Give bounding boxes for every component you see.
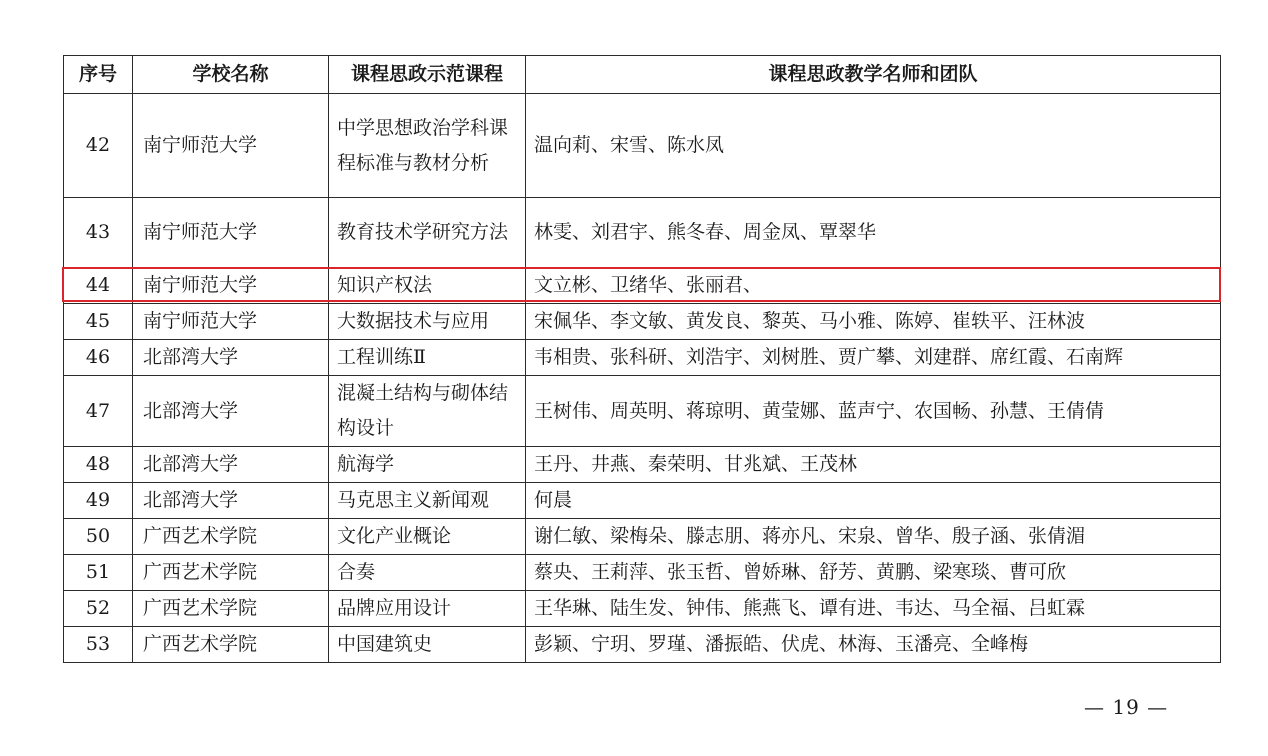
cell-course: 合奏 (329, 555, 526, 591)
cell-course: 教育技术学研究方法 (329, 198, 526, 268)
course-table (63, 55, 1221, 663)
cell-team: 林雯、刘君宇、熊冬春、周金凤、覃翠华 (526, 198, 1221, 268)
cell-team: 文立彬、卫绪华、张丽君、 (526, 268, 1221, 304)
table-row (64, 340, 1221, 376)
cell-course: 混凝土结构与砌体结构设计 (329, 376, 526, 447)
cell-school: 广西艺术学院 (133, 519, 329, 555)
cell-team: 宋佩华、李文敏、黄发良、黎英、马小雅、陈婷、崔轶平、汪林波 (526, 304, 1221, 340)
document-table-container (63, 55, 1220, 663)
cell-school: 广西艺术学院 (133, 591, 329, 627)
table-row (64, 627, 1221, 663)
cell-team: 王丹、井燕、秦荣明、甘兆斌、王茂林 (526, 447, 1221, 483)
cell-team: 温向莉、宋雪、陈水凤 (526, 94, 1221, 198)
page-number: — 19 — (1084, 695, 1169, 719)
cell-school: 北部湾大学 (133, 340, 329, 376)
cell-no: 50 (64, 519, 133, 555)
header-team: 课程思政教学名师和团队 (526, 56, 1221, 94)
cell-school: 南宁师范大学 (133, 198, 329, 268)
cell-school: 广西艺术学院 (133, 627, 329, 663)
cell-no: 48 (64, 447, 133, 483)
cell-school: 广西艺术学院 (133, 555, 329, 591)
cell-team: 王华琳、陆生发、钟伟、熊燕飞、谭有进、韦达、马全福、吕虹霖 (526, 591, 1221, 627)
cell-no: 53 (64, 627, 133, 663)
cell-team: 蔡央、王莉萍、张玉哲、曾娇琳、舒芳、黄鹏、梁寒琰、曹可欣 (526, 555, 1221, 591)
cell-course: 知识产权法 (329, 268, 526, 304)
cell-school: 南宁师范大学 (133, 268, 329, 304)
cell-no: 49 (64, 483, 133, 519)
table-row (64, 198, 1221, 268)
cell-no: 42 (64, 94, 133, 198)
cell-school: 北部湾大学 (133, 483, 329, 519)
cell-course: 文化产业概论 (329, 519, 526, 555)
cell-course: 品牌应用设计 (329, 591, 526, 627)
header-no: 序号 (64, 56, 133, 94)
cell-school: 北部湾大学 (133, 376, 329, 447)
cell-no: 43 (64, 198, 133, 268)
table-row (64, 304, 1221, 340)
table-header-row (64, 56, 1221, 94)
table-row (64, 591, 1221, 627)
cell-course: 中国建筑史 (329, 627, 526, 663)
cell-course: 中学思想政治学科课程标准与教材分析 (329, 94, 526, 198)
table-row (64, 519, 1221, 555)
cell-no: 52 (64, 591, 133, 627)
cell-course: 航海学 (329, 447, 526, 483)
table-row (64, 555, 1221, 591)
cell-school: 南宁师范大学 (133, 304, 329, 340)
header-school: 学校名称 (133, 56, 329, 94)
header-course: 课程思政示范课程 (329, 56, 526, 94)
table-row-highlighted (64, 268, 1221, 304)
cell-team: 韦相贵、张科研、刘浩宇、刘树胜、贾广攀、刘建群、席红霞、石南辉 (526, 340, 1221, 376)
cell-course: 工程训练Ⅱ (329, 340, 526, 376)
table-row (64, 483, 1221, 519)
cell-team: 彭颖、宁玥、罗瑾、潘振皓、伏虎、林海、玉潘亮、全峰梅 (526, 627, 1221, 663)
cell-team: 王树伟、周英明、蒋琼明、黄莹娜、蓝声宁、农国畅、孙慧、王倩倩 (526, 376, 1221, 447)
cell-course: 马克思主义新闻观 (329, 483, 526, 519)
cell-no: 45 (64, 304, 133, 340)
cell-no: 47 (64, 376, 133, 447)
cell-school: 北部湾大学 (133, 447, 329, 483)
cell-no: 51 (64, 555, 133, 591)
cell-team: 谢仁敏、梁梅朵、滕志朋、蒋亦凡、宋泉、曾华、殷子涵、张倩湄 (526, 519, 1221, 555)
table-row (64, 376, 1221, 447)
table-row (64, 447, 1221, 483)
cell-no: 46 (64, 340, 133, 376)
cell-school: 南宁师范大学 (133, 94, 329, 198)
cell-team: 何晨 (526, 483, 1221, 519)
cell-course: 大数据技术与应用 (329, 304, 526, 340)
cell-no: 44 (64, 268, 133, 304)
table-row (64, 94, 1221, 198)
